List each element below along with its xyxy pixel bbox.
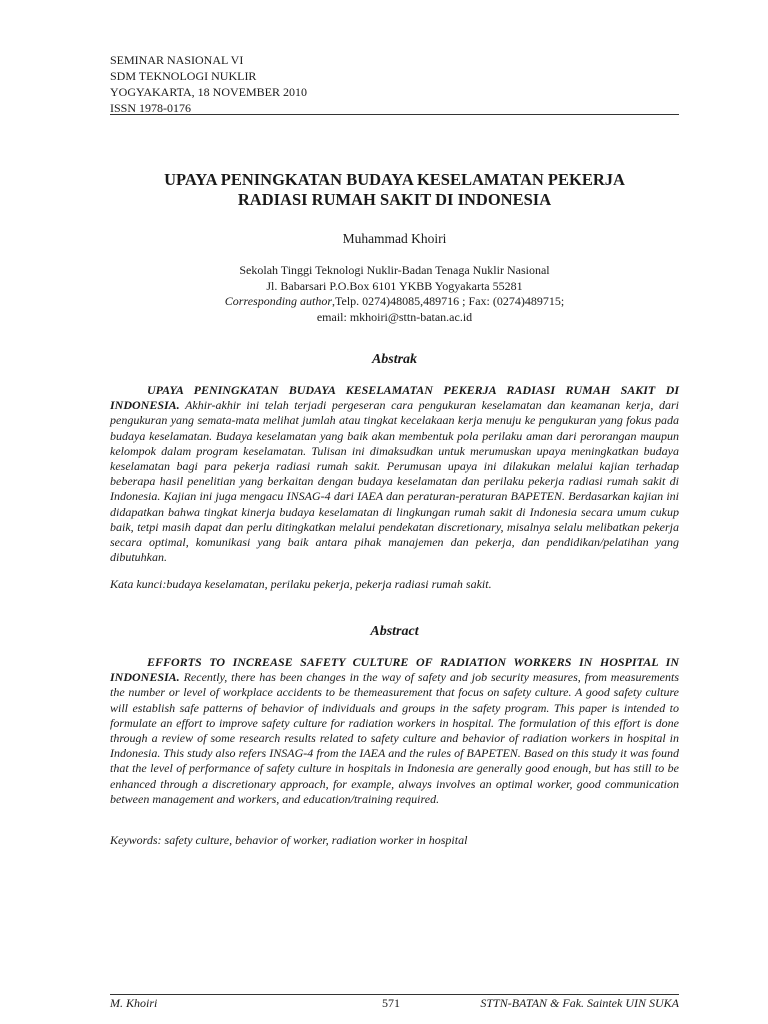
affiliation-block bbox=[110, 263, 679, 325]
abstrak-title: UPAYA PENINGKATAN BUDAYA KESELAMATAN PEKERJA RADIASI RUMAH SAKIT DI INDONESIA. bbox=[110, 383, 679, 413]
footer-institution: STTN-BATAN & Fak. Saintek UIN SUKA bbox=[480, 996, 679, 1010]
header-line-1: SEMINAR NASIONAL VI bbox=[110, 53, 244, 67]
title-line-1: UPAYA PENINGKATAN BUDAYA KESELAMATAN PEKERJA bbox=[164, 170, 625, 189]
footer-author: M. Khoiri bbox=[110, 996, 158, 1010]
seminar-header bbox=[110, 52, 307, 116]
corresponding-label: Corresponding author bbox=[224, 294, 333, 308]
footer-divider bbox=[110, 994, 679, 995]
author-name: Muhammad Khoiri bbox=[342, 231, 447, 246]
affiliation-line-1: Sekolah Tinggi Teknologi Nuklir-Badan Tenaga Nuklir Nasional bbox=[239, 263, 550, 277]
abstrak-body: Akhir-akhir ini telah terjadi pergeseran cara pengukuran keselamatan dan keamanan kerja, dari pengukuran yang semata-mata melihat jumlah atau tingkat kecelakaan kerja menuju ke pengukuran yang fokus pada budaya keselamatan. Budaya keselamatan yang baik akan membentuk pola perilaku aman dari perorangan maupun kelompok dalam program keselamatan. Tulisan ini dimaksudkan untuk merumuskan upaya meningkatkan budaya keselamatan bagi para pekerja radiasi rumah sakit. Perumusan upaya ini dilakukan melalui kajian terhadap beberapa hasil penelitian yang berkaitan dengan budaya keselamatan dan perilaku pekerja radiasi rumah sakit di Indonesia. Kajian ini juga mengacu INSAG-4 dari IAEA dan peraturan-peraturan BAPETEN. Berdasarkan kajian ini didapatkan bahwa tingkat kinerja budaya keselamatan di lingkungan rumah sakit di Indonesia secara umum cukup baik, tetpi masih dapat dan perlu ditingkatkan melalui pendekatan discretionary, misalnya selalu melibatkan pekerja secara optimal, komunikasi yang baik antara pihak manajemen dan pekerja, dan pendidikan/pelatihan yang dibutuhkan. bbox=[110, 398, 679, 565]
abstrak-heading: Abstrak bbox=[371, 352, 418, 367]
affiliation-line-2: Jl. Babarsari P.O.Box 6101 YKBB Yogyakarta 55281 bbox=[266, 278, 523, 293]
title-line-2: RADIASI RUMAH SAKIT DI INDONESIA bbox=[237, 190, 552, 209]
abstract-title: EFFORTS TO INCREASE SAFETY CULTURE OF RADIATION WORKERS IN HOSPITAL IN INDONESIA. bbox=[110, 655, 679, 685]
kata-kunci: Kata kunci:budaya keselamatan, perilaku pekerja, pekerja radiasi rumah sakit. bbox=[110, 577, 492, 591]
page-footer bbox=[110, 996, 679, 1012]
abstract-body: Recently, there has been changes in the way of safety and job security measures, from measurements the number or level of workplace accidents to be themeasurement that focus on safety culture. A good safety culture will establish safe patterns of behavior of individuals and groups in the safety program. This paper is intended to formulate an effort to improve safety culture for radiation workers in hospital. The formulation of this effort is done through a review of some research results related to safety culture and behavior of radiation workers in hospital in Indonesia. This study also refers INSAG-4 from the IAEA and the rules of BAPETEN. Based on this study it was found that the level of performance of safety culture in hospitals in Indonesia are generally good enough, but has still to be enhanced through a discretionary approach, for example, always involves an optimal worker, good communication between management and workers, and education/training required. bbox=[110, 670, 679, 806]
abstract-heading: Abstract bbox=[370, 624, 419, 639]
corresponding-contact: ,Telp. 0274)48085,489716 ; Fax: (0274)489715; bbox=[332, 294, 565, 308]
header-line-3: YOGYAKARTA, 18 NOVEMBER 2010 bbox=[110, 85, 307, 99]
abstrak-paragraph bbox=[110, 383, 679, 565]
keywords: Keywords: safety culture, behavior of worker, radiation worker in hospital bbox=[110, 833, 468, 847]
header-divider bbox=[110, 114, 679, 115]
header-line-2: SDM TEKNOLOGI NUKLIR bbox=[110, 69, 257, 83]
corresponding-line bbox=[110, 294, 679, 310]
page-number: 571 bbox=[382, 996, 400, 1010]
abstract-paragraph bbox=[110, 655, 679, 807]
email-line: email: mkhoiri@sttn-batan.ac.id bbox=[316, 309, 473, 324]
paper-title bbox=[110, 170, 679, 210]
paper-page bbox=[110, 0, 679, 1024]
header-line-4: ISSN 1978-0176 bbox=[110, 101, 192, 115]
